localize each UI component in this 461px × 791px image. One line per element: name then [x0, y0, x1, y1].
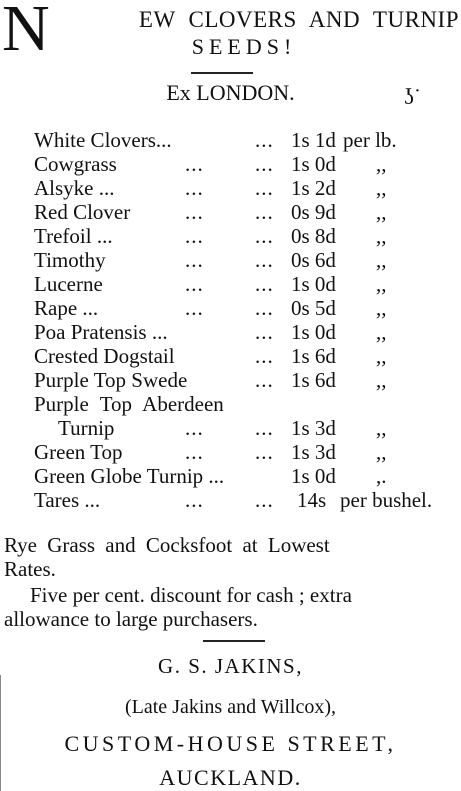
- item-unit: per lb.: [343, 128, 397, 152]
- item-price: 1s 0d: [291, 272, 336, 296]
- item-name: Purple Top Aberdeen: [34, 392, 224, 416]
- item-price: 0s 9d: [291, 200, 336, 224]
- item-leader: ...: [185, 224, 204, 248]
- price-row: [0, 200, 461, 224]
- item-leader: ...: [255, 320, 274, 344]
- item-price: 1s 6d: [291, 368, 336, 392]
- item-name: Timothy: [34, 248, 106, 272]
- item-leader: ...: [185, 248, 204, 272]
- item-name: Poa Pratensis ...: [34, 320, 168, 344]
- item-price: 1s 0d: [291, 464, 336, 488]
- item-name: Crested Dogstail: [34, 344, 175, 368]
- street-address: CUSTOM-HOUSE STREET,: [64, 731, 397, 756]
- item-unit: ,,: [376, 416, 387, 440]
- item-leader: ...: [255, 272, 274, 296]
- item-unit: ,,: [376, 272, 387, 296]
- item-leader: ...: [255, 296, 274, 320]
- item-leader: ...: [255, 416, 274, 440]
- item-price: 0s 5d: [291, 296, 336, 320]
- rye-grass-line-2: Rates.: [4, 557, 56, 581]
- divider-rule: [191, 72, 253, 74]
- item-leader: ...: [185, 152, 204, 176]
- item-leader: ...: [255, 224, 274, 248]
- item-leader: ...: [185, 440, 204, 464]
- rye-grass-line-1: Rye Grass and Cocksfoot at Lowest: [4, 533, 330, 557]
- item-name: Trefoil ...: [34, 224, 113, 248]
- price-row: [0, 224, 461, 248]
- item-unit: ,,: [376, 248, 387, 272]
- price-row: [0, 320, 461, 344]
- ink-smudge: ʖ˙: [404, 84, 422, 109]
- former-firm: (Late Jakins and Willcox),: [125, 696, 336, 718]
- item-name: Turnip: [58, 416, 115, 440]
- item-price: 1s 1d: [291, 128, 336, 152]
- price-row: [0, 128, 461, 152]
- price-row: [0, 248, 461, 272]
- price-row: [0, 176, 461, 200]
- item-price: 0s 8d: [291, 224, 336, 248]
- item-price: 1s 0d: [291, 320, 336, 344]
- item-unit: ,,: [376, 440, 387, 464]
- item-name: Green Top: [34, 440, 123, 464]
- item-name: Rape ...: [34, 296, 99, 320]
- item-leader: ...: [255, 440, 274, 464]
- price-row: [0, 464, 461, 488]
- item-name: White Clovers...: [34, 128, 172, 152]
- subtitle: Ex LONDON.: [166, 80, 295, 105]
- item-name: Cowgrass: [34, 152, 117, 176]
- item-leader: ...: [185, 416, 204, 440]
- item-name: Red Clover: [34, 200, 131, 224]
- item-unit: ,,: [376, 224, 387, 248]
- discount-line-2: allowance to large purchasers.: [4, 607, 258, 631]
- item-name: Tares ...: [34, 488, 101, 512]
- discount-line-1: Five per cent. discount for cash ; extra: [30, 583, 352, 607]
- price-row: [0, 488, 461, 512]
- item-price: 14s: [297, 488, 327, 512]
- item-price: 1s 2d: [291, 176, 336, 200]
- item-leader: ...: [255, 128, 274, 152]
- column-edge: [0, 675, 1, 791]
- item-leader: ...: [255, 368, 274, 392]
- item-unit: ,,: [376, 176, 387, 200]
- item-unit: ,,: [376, 368, 387, 392]
- price-row: [0, 392, 461, 416]
- item-leader: ...: [185, 176, 204, 200]
- item-price: 1s 6d: [291, 344, 336, 368]
- item-leader: ...: [185, 200, 204, 224]
- item-name: Alsyke ...: [34, 176, 115, 200]
- price-row: [0, 368, 461, 392]
- item-price: 1s 0d: [291, 152, 336, 176]
- item-leader: ...: [255, 176, 274, 200]
- item-unit: ,,: [376, 320, 387, 344]
- item-leader: ...: [185, 296, 204, 320]
- item-leader: ...: [255, 200, 274, 224]
- item-leader: ...: [255, 344, 274, 368]
- item-unit: ,,: [376, 344, 387, 368]
- title-line-2: SEEDS!: [191, 34, 297, 59]
- item-leader: ...: [185, 488, 204, 512]
- item-price: 1s 3d: [291, 416, 336, 440]
- item-unit: ,.: [376, 464, 387, 488]
- item-price: 0s 6d: [291, 248, 336, 272]
- price-row: [0, 272, 461, 296]
- item-name: Purple Top Swede: [34, 368, 188, 392]
- divider-rule: [203, 640, 265, 642]
- price-row: [0, 296, 461, 320]
- item-price: 1s 3d: [291, 440, 336, 464]
- item-name: Green Globe Turnip ...: [34, 464, 225, 488]
- item-unit: per bushel.: [340, 488, 433, 512]
- merchant-name: G. S. JAKINS,: [158, 654, 303, 678]
- item-unit: ,,: [376, 152, 387, 176]
- ad-header: [0, 2, 461, 68]
- item-leader: ...: [255, 488, 274, 512]
- drop-cap: N: [2, 0, 49, 65]
- title-line-1: EW CLOVERS AND TURNIP: [138, 7, 459, 32]
- price-row: [0, 152, 461, 176]
- item-leader: ...: [185, 272, 204, 296]
- city: AUCKLAND.: [159, 765, 302, 790]
- item-unit: ,,: [376, 200, 387, 224]
- item-unit: ,,: [376, 296, 387, 320]
- price-row: [0, 416, 461, 440]
- price-row: [0, 344, 461, 368]
- price-row: [0, 440, 461, 464]
- item-leader: ...: [255, 248, 274, 272]
- item-name: Lucerne: [34, 272, 103, 296]
- item-leader: ...: [255, 152, 274, 176]
